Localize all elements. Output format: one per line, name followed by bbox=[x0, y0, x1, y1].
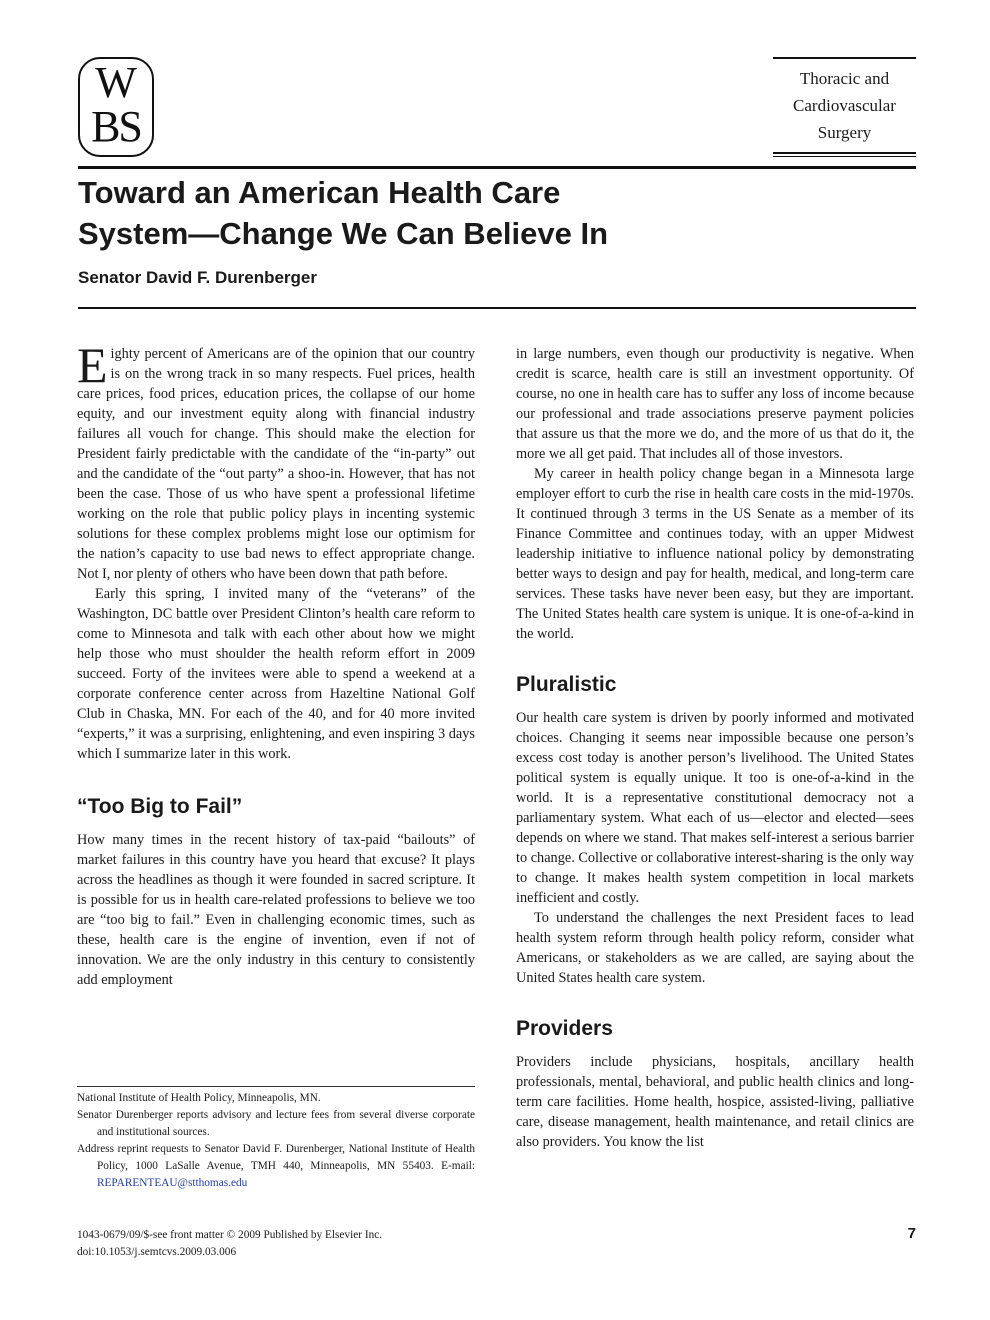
logo-letters-bs: BS bbox=[91, 102, 141, 151]
drop-cap: E bbox=[77, 337, 108, 393]
footnote-disclosure: Senator Durenberger reports advisory and lecture fees from several diverse corporate and institutional sources. bbox=[77, 1109, 475, 1138]
footnote-affiliation: National Institute of Health Policy, Minneapolis, MN. bbox=[77, 1092, 321, 1104]
logo-letter-w: W bbox=[95, 58, 137, 107]
paragraph-providers: Providers include physicians, hospitals, ancillary health professionals, mental, behavioral, and public health clinics and long-term care facilities. Home health, hospice, assisted-living, palliative care, disease management, health maintenance, and retail clinics are also providers. You know the list bbox=[516, 1054, 914, 1150]
paragraph-intro bbox=[77, 337, 475, 584]
footnote-reprint-text: Address reprint requests to Senator David F. Durenberger, National Institute of Health Policy, 1000 LaSalle Avenue, TMH 440, Minneapolis, MN 55403. E-mail: bbox=[77, 1143, 475, 1172]
paragraph-challenges: To understand the challenges the next President faces to lead health system reform through health policy reform, consider what Americans, or stakeholders as we are called, are saying about the United States health care system. bbox=[516, 910, 914, 986]
email-link[interactable]: REPARENTEAU@stthomas.edu bbox=[97, 1177, 248, 1189]
heading-providers: Providers bbox=[516, 1017, 613, 1040]
page-number: 7 bbox=[907, 1225, 916, 1242]
paragraph-too-big: How many times in the recent history of tax-paid “bailouts” of market failures in this country have you heard that excuse? It plays across the headlines as though it were founded in sacred scripture. It is possible for us in health care-related professions to believe we too are “too big to fail.” Even in challenging economic times, such as these, health care is the engine of invention, even if not of innovation. We are the only industry in this century to consistently add employment bbox=[77, 832, 475, 988]
paragraph-veterans: Early this spring, I invited many of the “veterans” of the Washington, DC battle over President Clinton’s health care reform to come to Minnesota and talk with each other about how we might help those who must shoulder the health reform effort in 2009 succeed. Forty of the invitees were able to spend a weekend at a corporate conference center across from Hazeltine National Golf Club in Chaska, MN. For each of the 40, and for 40 more invited “experts,” it was a surprising, enlightening, and even inspiring 3 days which I summarize later in this work. bbox=[77, 586, 475, 762]
right-column bbox=[516, 344, 914, 1152]
footnote-rule bbox=[77, 1086, 475, 1087]
journal-title-line-1: Thoracic and bbox=[799, 69, 890, 88]
article-title-line-2: System—Change We Can Believe In bbox=[78, 216, 609, 251]
paragraph-career: My career in health policy change began in a Minnesota large employer effort to curb the rise in health care costs in the mid-1970s. It continued through 3 terms in the US Senate as a member of its Finance Committee and continues today, with an upper Midwest leadership initiative to influence national policy by demonstrating better ways to design and pay for health, medical, and long-term care services. These tasks have never been easy, but they are important. The United States health care system is unique. It is one-of-a-kind in the world. bbox=[516, 466, 914, 642]
journal-title bbox=[773, 59, 916, 148]
heading-pluralistic: Pluralistic bbox=[516, 673, 617, 696]
paragraph-continuation: in large numbers, even though our productivity is negative. When credit is scarce, health care is still an investment opportunity. Of course, no one in health care has to suffer any loss of income because our professional and trade associations preserve payment policies that assure us that the more we do, and the more of us that do it, the more we all get paid. That includes all of those investors. bbox=[516, 346, 914, 462]
article-title-line-1: Toward an American Health Care bbox=[78, 175, 561, 210]
heading-too-big-to-fail: “Too Big to Fail” bbox=[77, 795, 243, 818]
footnotes bbox=[77, 1090, 475, 1192]
paragraph-pluralistic: Our health care system is driven by poorly informed and motivated choices. Changing it seems near impossible because one person’s excess cost today is another person’s livelihood. The United States political system is equally unique. It too is one-of-a-kind in the world. It is a representative constitutional democracy not a parliamentary system. What each of us—elector and elected—sees depends on where we stand. That makes self-interest a serious barrier to change. Collective or collaborative interest-sharing is the only way to change. It makes health system competition in local markets inefficient and costly. bbox=[516, 710, 914, 906]
journal-title-line-3: Surgery bbox=[817, 123, 872, 142]
author-rule bbox=[78, 307, 916, 309]
article-title bbox=[78, 172, 838, 254]
publication-info bbox=[77, 1227, 382, 1261]
issn-line: 1043-0679/09/$-see front matter © 2009 Published by Elsevier Inc. bbox=[77, 1229, 383, 1241]
journal-title-line-2: Cardiovascular bbox=[793, 96, 896, 115]
footnote-reprint bbox=[77, 1141, 475, 1192]
article-author: Senator David F. Durenberger bbox=[78, 268, 318, 287]
journal-logo bbox=[78, 57, 154, 157]
left-column bbox=[77, 337, 475, 990]
journal-rule-bottom-thin bbox=[773, 156, 916, 157]
journal-name-box bbox=[773, 57, 916, 157]
paragraph-intro-text: ighty percent of Americans are of the opinion that our country is on the wrong track in so many respects. Fuel prices, health care prices, food prices, education prices, the collapse of our home equity, and our investment equity along with financial industry failures all vouch for change. This should make the election for President fairly predictable with the candidate of the “in-party” out and the candidate of the “out party” a shoo-in. However, that has not been the case. Those of us who have spent a professional lifetime working on the role that public policy plays in incenting systemic solutions for these complex problems might lose our optimism for the nation’s capacity to use bad news to effect appropriate change. Not I, nor plenty of others who have been down that path before. bbox=[77, 346, 475, 582]
journal-rule-bottom bbox=[773, 152, 916, 154]
header-rule bbox=[78, 166, 916, 169]
doi-line: doi:10.1053/j.semtcvs.2009.03.006 bbox=[77, 1246, 237, 1258]
